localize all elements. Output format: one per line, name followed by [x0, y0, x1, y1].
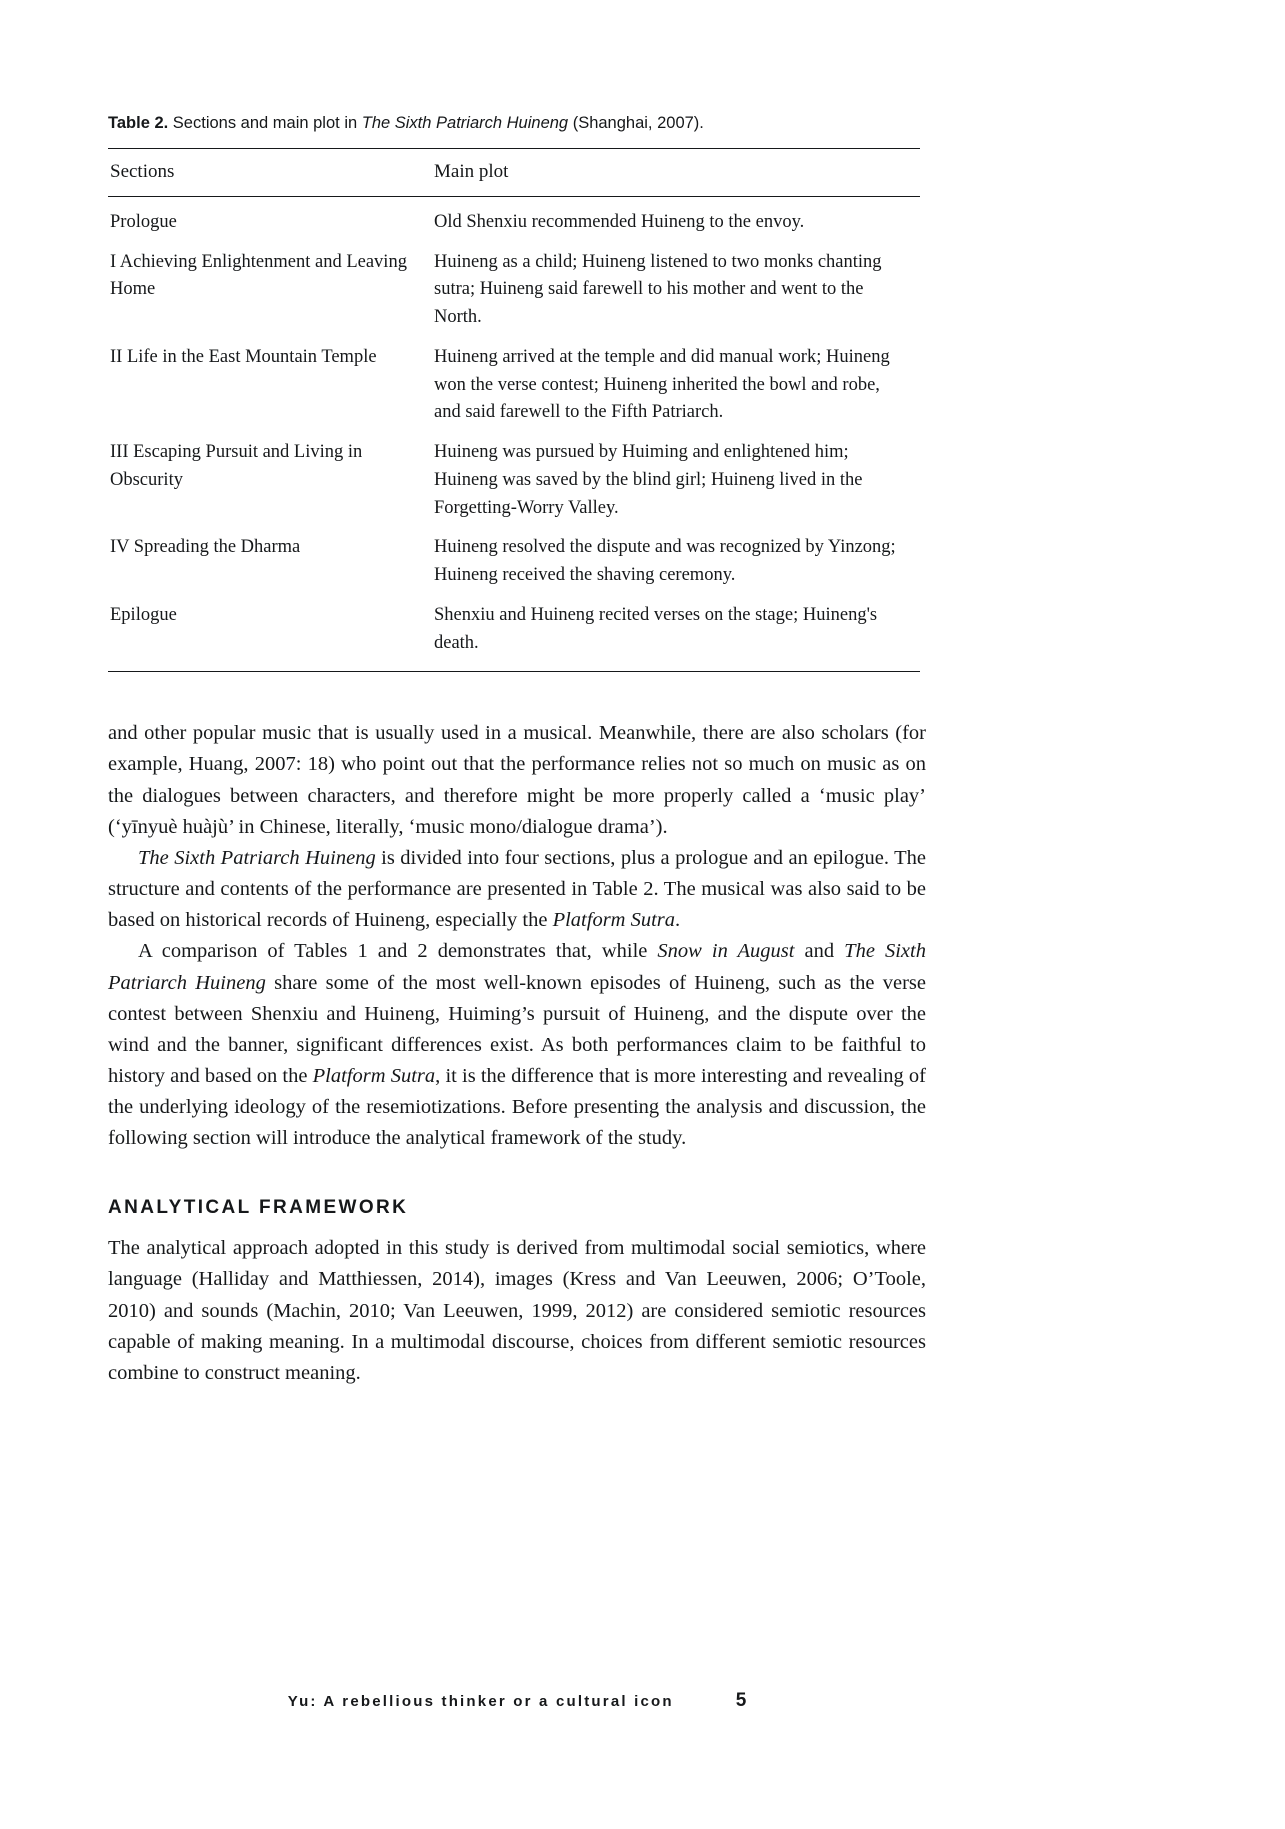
cell-section: IV Spreading the Dharma	[110, 537, 301, 558]
column-header-sections: Sections	[108, 149, 426, 197]
table-row	[108, 196, 920, 242]
cell-plot: Huineng resolved the dispute and was recognized by Yinzong; Huineng received the shaving ceremony.	[434, 537, 896, 586]
table-row	[108, 433, 920, 528]
body-text	[108, 718, 926, 1389]
sections-main-plot-table	[108, 148, 920, 671]
paragraph-comparison-part-c: share some of the most well-known episodes of Huineng, such as the verse contest between Shenxiu and Huineng, Huiming’s pursuit of Huineng, and the dispute over the wind and the banner, significant differences exist. As both performances claim to be faithful to history and based on the	[108, 971, 926, 1087]
paragraph-analytical-framework: The analytical approach adopted in this study is derived from multimodal social semiotics, where language (Halliday and Matthiessen, 2014), images (Kress and Van Leeuwen, 2006; O’Toole, 2010) and sounds (Machin, 2010; Van Leeuwen, 1999, 2012) are considered semiotic resources capable of making meaning. In a multimodal discourse, choices from different semiotic resources combine to construct meaning.	[108, 1237, 926, 1384]
table-row	[108, 338, 920, 433]
table-head	[108, 149, 920, 197]
paragraph-comparison-part-a: A comparison of Tables 1 and 2 demonstrates that, while	[138, 940, 658, 963]
table-caption-label: Table 2.	[108, 114, 169, 132]
title-platform-sutra: Platform Sutra	[552, 909, 676, 932]
paragraph-structure-part-b: .	[675, 909, 681, 932]
table-row	[108, 243, 920, 338]
section-heading-analytical-framework: ANALYTICAL FRAMEWORK	[108, 1197, 409, 1219]
table-body	[108, 196, 920, 671]
cell-section: III Escaping Pursuit and Living in Obscurity	[110, 442, 363, 490]
cell-plot: Huineng was pursued by Huiming and enlightened him; Huineng was saved by the blind girl; Huineng lived in the Forgetting-Worry Valley.	[434, 442, 863, 518]
paragraph-comparison-part-d: , it is the difference that is more interesting and revealing of the underlying ideology of the resemiotizations. Before presenting the analysis and discussion, the following section will introduce the analytical framework of the study.	[108, 1064, 926, 1150]
cell-section: Prologue	[110, 211, 177, 232]
title-sixth-patriarch-huineng: The Sixth Patriarch Huineng	[138, 846, 376, 869]
table-bottom-rule	[108, 671, 920, 672]
paragraph-comparison	[108, 936, 926, 1154]
cell-plot: Old Shenxiu recommended Huineng to the envoy.	[434, 211, 805, 232]
table-caption-title: The Sixth Patriarch Huineng	[361, 114, 569, 132]
cell-section: I Achieving Enlightenment and Leaving Home	[110, 251, 407, 300]
paragraph-continuation: and other popular music that is usually used in a musical. Meanwhile, there are also scholars (for example, Huang, 2007: 18) who point out that the performance relies not so much on music as on the dialogues between characters, and therefore might be more properly called a ‘music play’ (‘yīnyuè huàjù’ in Chinese, literally, ‘music mono/dialogue drama’).	[108, 722, 926, 838]
running-head: Yu: A rebellious thinker or a cultural icon	[287, 1693, 674, 1710]
title-sixth-patriarch-huineng-2: The Sixth Patriarch Huineng	[108, 940, 926, 994]
table-header-row	[108, 149, 920, 197]
title-snow-in-august: Snow in August	[657, 940, 795, 963]
paragraph-comparison-part-b: and	[794, 940, 845, 963]
title-platform-sutra-2: Platform Sutra	[312, 1064, 436, 1087]
table-caption-text-before: Sections and main plot in	[168, 114, 362, 132]
table-row	[108, 528, 920, 596]
page-footer	[108, 1690, 926, 1712]
table-row	[108, 596, 920, 672]
paragraph-structure	[108, 843, 926, 936]
page-content	[108, 112, 926, 1389]
page-number: 5	[735, 1690, 747, 1711]
cell-section: Epilogue	[110, 604, 177, 625]
column-header-main-plot: Main plot	[426, 149, 920, 197]
paragraph-structure-part-a: is divided into four sections, plus a prologue and an epilogue. The structure and contents of the performance are presented in Table 2. The musical was also said to be based on historical records of Huineng, especially the	[108, 846, 926, 932]
cell-plot: Huineng arrived at the temple and did manual work; Huineng won the verse contest; Huineng inherited the bowl and robe, and said farewell to the Fifth Patriarch.	[434, 346, 890, 423]
cell-plot: Shenxiu and Huineng recited verses on the stage; Huineng's death.	[434, 604, 878, 653]
cell-section: II Life in the East Mountain Temple	[110, 346, 377, 367]
cell-plot: Huineng as a child; Huineng listened to two monks chanting sutra; Huineng said farewell to his mother and went to the North.	[434, 251, 882, 328]
table-caption	[108, 112, 926, 134]
table-caption-text-after: (Shanghai, 2007).	[568, 114, 704, 132]
